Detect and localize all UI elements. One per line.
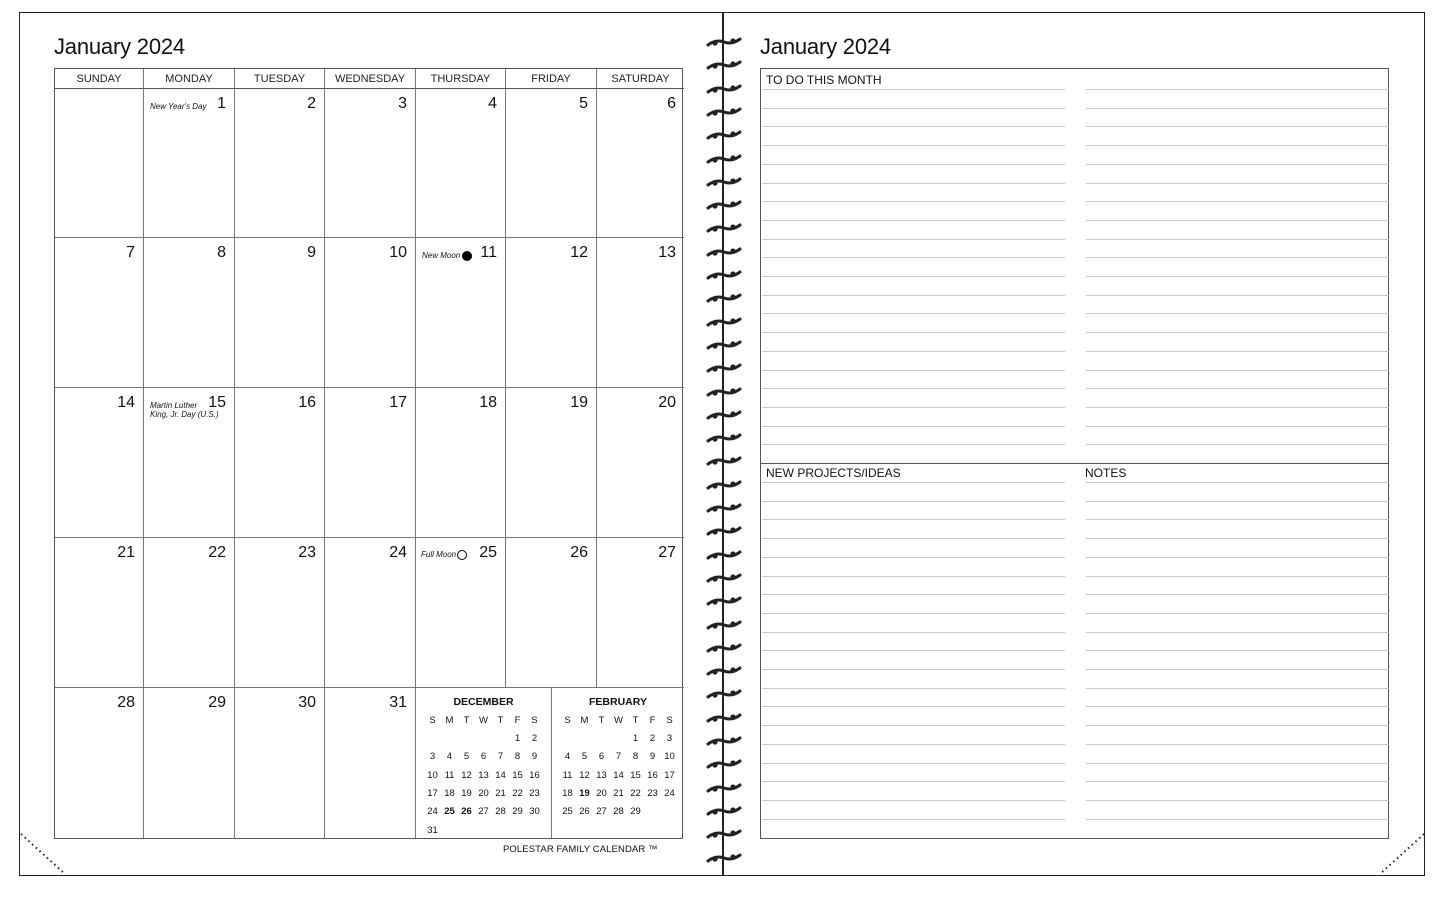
day-cell: [235, 688, 325, 839]
mini-day: 7: [615, 751, 622, 763]
mini-day: 8: [514, 751, 521, 763]
day-number: 18: [479, 394, 497, 411]
notes-label: NOTES: [1085, 466, 1127, 480]
day-number: 29: [208, 694, 226, 711]
day-cell: [55, 538, 144, 688]
spiral-coil: [706, 595, 742, 607]
spiral-coil: [706, 222, 742, 234]
writing-line: [1086, 388, 1389, 389]
mini-day: 13: [596, 769, 607, 781]
mini-weekday: S: [666, 715, 673, 726]
mini-day: 27: [596, 806, 607, 818]
mini-day: 30: [529, 806, 540, 818]
day-number: 17: [389, 394, 407, 411]
mini-day: 21: [613, 787, 624, 799]
spiral-coil: [706, 59, 742, 71]
mini-day: 16: [529, 769, 540, 781]
writing-line: [762, 201, 1065, 202]
section-divider: [761, 463, 1388, 464]
day-number: 12: [570, 244, 588, 261]
writing-line: [1086, 257, 1389, 258]
writing-line: [762, 426, 1065, 427]
day-cell: [55, 89, 144, 238]
event-mlk-day-line1: Martin Luther: [150, 401, 198, 410]
writing-line: [1086, 557, 1389, 558]
day-number: 1: [217, 95, 226, 112]
mini-day: 26: [579, 806, 590, 818]
mini-day: 25: [562, 806, 573, 818]
mini-weekday: S: [531, 715, 538, 726]
writing-line: [762, 313, 1065, 314]
mini-day: 15: [512, 769, 523, 781]
day-cell: [506, 388, 597, 538]
mini-day: 13: [478, 769, 489, 781]
mini-day: 8: [632, 751, 639, 763]
writing-line: [762, 183, 1065, 184]
writing-line: [762, 164, 1065, 165]
mini-weekday: T: [497, 715, 504, 726]
day-cell: [144, 688, 235, 839]
writing-line: [762, 276, 1065, 277]
event-new-years-day: New Year's Day: [150, 102, 207, 111]
spiral-coil: [706, 479, 742, 491]
writing-line: [762, 781, 1065, 782]
day-cell: [325, 538, 416, 688]
day-cell: [235, 388, 325, 538]
mini-day: 18: [444, 787, 455, 799]
writing-line: [1086, 89, 1389, 90]
writing-line: [1086, 220, 1389, 221]
day-number: 25: [479, 544, 497, 561]
day-number: 24: [389, 544, 407, 561]
writing-line: [1086, 351, 1389, 352]
spiral-coil: [706, 805, 742, 817]
writing-line: [1086, 781, 1389, 782]
writing-line: [1086, 145, 1389, 146]
full-moon-icon: [457, 550, 467, 560]
writing-line: [1086, 126, 1389, 127]
writing-line: [762, 538, 1065, 539]
mini-day: 31: [427, 824, 438, 836]
event-full-moon-label: Full Moon: [421, 550, 457, 560]
spiral-coil: [706, 83, 742, 95]
writing-line: [1086, 538, 1389, 539]
writing-line: [1086, 650, 1389, 651]
day-number: 20: [658, 394, 676, 411]
day-cell: [55, 688, 144, 839]
event-new-moon-label: New Moon: [422, 251, 461, 261]
writing-line: [762, 557, 1065, 558]
mini-day: 3: [429, 751, 436, 763]
month-calendar-grid: [54, 68, 683, 839]
writing-line: [1086, 669, 1389, 670]
writing-line: [1086, 613, 1389, 614]
writing-line: [762, 650, 1065, 651]
spiral-coil: [706, 525, 742, 537]
event-new-moon: [422, 251, 472, 261]
spiral-coil: [706, 549, 742, 561]
day-number: 5: [579, 95, 588, 112]
spiral-coil: [706, 129, 742, 141]
spiral-coil: [706, 642, 742, 654]
mini-weekday: T: [598, 715, 605, 726]
day-number: 21: [117, 544, 135, 561]
mini-day: 29: [512, 806, 523, 818]
day-cell: [416, 538, 506, 688]
writing-line: [762, 632, 1065, 633]
day-number: 14: [117, 394, 135, 411]
day-cell: [597, 238, 684, 388]
mini-day: 22: [630, 787, 641, 799]
writing-line: [1086, 313, 1389, 314]
spiral-coil: [706, 269, 742, 281]
writing-line: [1086, 632, 1389, 633]
day-cell: [235, 238, 325, 388]
day-cell: [325, 89, 416, 238]
mini-weekday: F: [649, 715, 656, 726]
writing-line: [1086, 370, 1389, 371]
writing-line: [762, 145, 1065, 146]
mini-day: 12: [461, 769, 472, 781]
mini-day: 23: [647, 787, 658, 799]
day-number: 11: [480, 244, 497, 261]
day-number: 30: [298, 694, 316, 711]
mini-day: 7: [497, 751, 504, 763]
weekday-header-sunday: SUNDAY: [55, 69, 144, 89]
day-number: 26: [570, 544, 588, 561]
mini-day: 21: [495, 787, 506, 799]
writing-line: [762, 444, 1065, 445]
writing-line: [762, 332, 1065, 333]
writing-line: [762, 257, 1065, 258]
writing-line: [1086, 183, 1389, 184]
weekday-header-friday: FRIDAY: [506, 69, 597, 89]
day-number: 10: [389, 244, 407, 261]
day-number: 19: [570, 394, 588, 411]
day-number: 27: [658, 544, 676, 561]
mini-day: 18: [562, 787, 573, 799]
writing-line: [762, 388, 1065, 389]
weekday-header-saturday: SATURDAY: [597, 69, 684, 89]
day-number: 13: [658, 244, 676, 261]
day-number: 9: [307, 244, 316, 261]
spiral-coil: [706, 106, 742, 118]
writing-line: [1086, 819, 1389, 820]
spiral-coil: [706, 688, 742, 700]
writing-line: [1086, 576, 1389, 577]
brand-footer: POLESTAR FAMILY CALENDAR ™: [503, 844, 658, 855]
spiral-coil: [706, 386, 742, 398]
writing-line: [762, 725, 1065, 726]
spiral-coil: [706, 455, 742, 467]
writing-line: [1086, 725, 1389, 726]
writing-line: [762, 370, 1065, 371]
day-number: 23: [298, 544, 316, 561]
spiral-coil: [706, 176, 742, 188]
writing-line: [1086, 201, 1389, 202]
mini-day: 28: [613, 806, 624, 818]
day-number: 6: [667, 95, 676, 112]
day-cell: [235, 538, 325, 688]
spiral-coil: [706, 665, 742, 677]
day-cell: [416, 89, 506, 238]
writing-line: [1086, 800, 1389, 801]
mini-day: 25: [444, 806, 455, 818]
mini-weekday: W: [479, 715, 488, 726]
writing-line: [762, 613, 1065, 614]
mini-day: 20: [478, 787, 489, 799]
mini-day: 28: [495, 806, 506, 818]
mini-weekday: S: [429, 715, 436, 726]
writing-line: [1086, 501, 1389, 502]
mini-weekday: M: [445, 715, 454, 726]
spiral-coil: [706, 409, 742, 421]
writing-line: [762, 501, 1065, 502]
spiral-coil: [706, 36, 742, 48]
writing-line: [762, 706, 1065, 707]
spiral-coil: [706, 712, 742, 724]
writing-line: [1086, 108, 1389, 109]
mini-day: 1: [514, 733, 521, 744]
writing-line: [762, 482, 1065, 483]
writing-line: [762, 819, 1065, 820]
day-cell: [416, 388, 506, 538]
mini-day: 5: [463, 751, 470, 763]
writing-line: [1086, 763, 1389, 764]
notes-panel: [760, 68, 1389, 839]
spiral-coil: [706, 316, 742, 328]
writing-line: [762, 800, 1065, 801]
month-title: January 2024: [54, 34, 185, 59]
writing-line: [762, 763, 1065, 764]
mini-weekday: T: [632, 715, 639, 726]
spiral-coil: [706, 782, 742, 794]
writing-line: [1086, 426, 1389, 427]
writing-line: [1086, 164, 1389, 165]
spiral-coil: [706, 572, 742, 584]
day-number: 15: [208, 394, 226, 411]
writing-line: [1086, 519, 1389, 520]
writing-line: [1086, 688, 1389, 689]
day-cell: [55, 238, 144, 388]
day-number: 8: [217, 244, 226, 261]
mini-calendar-february: [552, 688, 684, 839]
day-cell: [325, 688, 416, 839]
mini-day: 11: [444, 769, 455, 781]
writing-line: [762, 744, 1065, 745]
day-cell: [144, 538, 235, 688]
writing-line: [1086, 407, 1389, 408]
mini-day: 26: [461, 806, 472, 818]
mini-weekday: M: [580, 715, 589, 726]
day-cell: [597, 89, 684, 238]
spiral-coil: [706, 199, 742, 211]
mini-calendar-title: FEBRUARY: [589, 696, 647, 708]
spiral-coil: [706, 619, 742, 631]
projects-label: NEW PROJECTS/IDEAS: [766, 466, 901, 480]
weekday-header-monday: MONDAY: [144, 69, 235, 89]
day-number: 31: [389, 694, 407, 711]
day-cell: [325, 388, 416, 538]
mini-day: 1: [632, 733, 639, 744]
day-cell: [144, 238, 235, 388]
writing-line: [1086, 594, 1389, 595]
mini-weekday: W: [614, 715, 623, 726]
mini-day: 5: [581, 751, 588, 763]
mini-day: 2: [531, 733, 538, 744]
spiral-coil: [706, 502, 742, 514]
writing-line: [1086, 332, 1389, 333]
mini-day: 19: [461, 787, 472, 799]
mini-day: 16: [647, 769, 658, 781]
day-cell: [325, 238, 416, 388]
mini-day: 11: [562, 769, 573, 781]
day-cell: [235, 89, 325, 238]
writing-line: [762, 295, 1065, 296]
writing-line: [762, 351, 1065, 352]
day-number: 16: [298, 394, 316, 411]
day-cell: [144, 89, 235, 238]
writing-line: [762, 519, 1065, 520]
writing-line: [1086, 276, 1389, 277]
weekday-header-wednesday: WEDNESDAY: [325, 69, 416, 89]
writing-line: [1086, 744, 1389, 745]
writing-line: [762, 594, 1065, 595]
mini-day: 3: [666, 733, 673, 744]
mini-day: 17: [664, 769, 675, 781]
mini-day: 17: [427, 787, 438, 799]
writing-line: [762, 220, 1065, 221]
mini-day: 12: [579, 769, 590, 781]
day-cell: [597, 538, 684, 688]
mini-day: 14: [613, 769, 624, 781]
mini-day: 22: [512, 787, 523, 799]
writing-line: [762, 688, 1065, 689]
mini-day: 24: [664, 787, 675, 799]
writing-line: [1086, 295, 1389, 296]
writing-line: [762, 126, 1065, 127]
mini-weekday: F: [514, 715, 521, 726]
mini-calendar-december: [416, 688, 552, 839]
spiral-coil: [706, 432, 742, 444]
day-number: 4: [488, 95, 497, 112]
spiral-coil: [706, 153, 742, 165]
notes-page-title: January 2024: [760, 34, 891, 59]
event-mlk-day-line2: King, Jr. Day (U.S.): [150, 410, 219, 419]
weekday-header-thursday: THURSDAY: [416, 69, 506, 89]
spiral-coil: [706, 246, 742, 258]
day-number: 28: [117, 694, 135, 711]
mini-day: 14: [495, 769, 506, 781]
spiral-coil: [706, 758, 742, 770]
writing-line: [762, 576, 1065, 577]
day-cell: [55, 388, 144, 538]
writing-line: [762, 669, 1065, 670]
spiral-coil: [706, 292, 742, 304]
mini-day: 15: [630, 769, 641, 781]
writing-line: [762, 407, 1065, 408]
writing-line: [762, 108, 1065, 109]
writing-line: [1086, 239, 1389, 240]
day-number: 2: [307, 95, 316, 112]
mini-day: 9: [531, 751, 538, 763]
mini-day: 29: [630, 806, 641, 818]
writing-line: [1086, 482, 1389, 483]
mini-day: 27: [478, 806, 489, 818]
mini-calendar-title: DECEMBER: [453, 696, 514, 708]
day-number: 22: [208, 544, 226, 561]
spiral-coil: [706, 339, 742, 351]
mini-day: 6: [480, 751, 487, 763]
spiral-coil: [706, 362, 742, 374]
mini-day: 2: [649, 733, 656, 744]
mini-day: 9: [649, 751, 656, 763]
mini-weekday: S: [564, 715, 571, 726]
spiral-coil: [706, 852, 742, 864]
day-cell: [506, 538, 597, 688]
mini-day: 4: [446, 751, 453, 763]
spiral-coil: [706, 828, 742, 840]
event-full-moon: [421, 550, 467, 560]
writing-line: [762, 89, 1065, 90]
mini-day: 6: [598, 751, 605, 763]
writing-line: [762, 239, 1065, 240]
day-cell: [506, 89, 597, 238]
day-number: 3: [398, 95, 407, 112]
mini-day: 10: [664, 751, 675, 763]
mini-weekday: T: [463, 715, 470, 726]
new-moon-icon: [462, 251, 472, 261]
mini-day: 10: [427, 769, 438, 781]
mini-day: 20: [596, 787, 607, 799]
weekday-header-tuesday: TUESDAY: [235, 69, 325, 89]
writing-line: [1086, 444, 1389, 445]
spiral-coil: [706, 735, 742, 747]
day-cell: [506, 238, 597, 388]
mini-day: 24: [427, 806, 438, 818]
mini-day: 23: [529, 787, 540, 799]
day-number: 7: [126, 244, 135, 261]
todo-label: TO DO THIS MONTH: [766, 73, 882, 87]
day-cell: [597, 388, 684, 538]
mini-day: 4: [564, 751, 571, 763]
mini-day: 19: [579, 787, 590, 799]
writing-line: [1086, 706, 1389, 707]
